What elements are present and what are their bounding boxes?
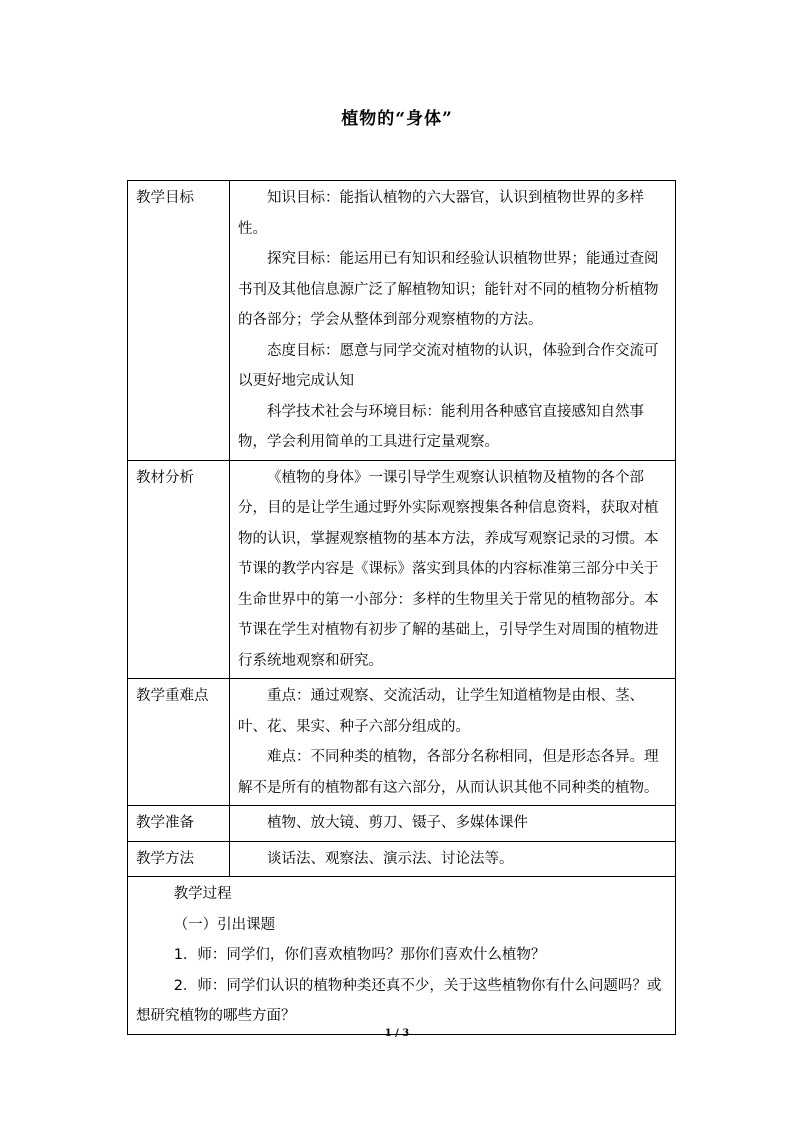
paragraph: 谈话法、观察法、演示法、讨论法等。 [267, 850, 514, 867]
paragraph: 《植物的身体》一课引导学生观察认识植物及植物的各个部分，目的是让学生通过野外实际观察搜集各种信息资料，获取对植物的认识，掌握观察植物的基本方法，养成写观察记录的习惯。本节课的教学内容是《课标》落实到具体的内容标准第三部分中关于生命世界中的第一小部分：多样的生物里关于常见的植物部分。本节课在学生对植物有初步了解的基础上，引导学生对周围的植物进行系统地观察和研究。 [238, 469, 659, 669]
table-row [128, 877, 676, 1035]
section-content-key-points [230, 679, 676, 806]
paragraph: 探究目标：能运用已有知识和经验认识植物世界；能通过查阅书刊及其他信息源广泛了解植物知识；能针对不同的植物分析植物的各部分；学会从整体到部分观察植物的方法。 [238, 251, 659, 328]
section-content-objectives [230, 181, 676, 461]
paragraph: 科学技术社会与环境目标：能利用各种感官直接感知自然事物，学会利用简单的工具进行定量观察。 [238, 403, 644, 450]
section-content-analysis [230, 460, 676, 679]
table-row [128, 679, 676, 806]
paragraph: 态度目标：愿意与同学交流对植物的认识，体验到合作交流可以更好地完成认知 [238, 342, 659, 389]
process-subheading: （一）引出课题 [173, 916, 276, 933]
process-item: 1．师：同学们，你们喜欢植物吗？那你们喜欢什么植物？ [173, 947, 546, 963]
table-row [128, 460, 676, 679]
table-row [128, 806, 676, 842]
section-content-preparation [230, 806, 676, 842]
lesson-plan-table [127, 180, 676, 1035]
paragraph: 重点：通过观察、交流活动，让学生知道植物是由根、茎、叶、花、果实、种子六部分组成的。 [238, 688, 644, 735]
section-content-methods [230, 841, 676, 877]
table-row [128, 841, 676, 877]
table-row [128, 181, 676, 461]
section-label-preparation: 教学准备 [128, 806, 230, 842]
paragraph: 植物、放大镜、剪刀、镊子、多媒体课件 [267, 815, 528, 831]
teaching-process [128, 877, 676, 1035]
process-item: 2．师：同学们认识的植物种类还真不少，关于这些植物你有什么问题吗？或想研究植物的哪些方面？ [136, 977, 662, 1024]
section-label-methods: 教学方法 [128, 841, 230, 877]
section-label-objectives: 教学目标 [128, 181, 230, 461]
paragraph: 难点：不同种类的植物，各部分名称相同，但是形态各异。理解不是所有的植物都有这六部分，从而认识其他不同种类的植物。 [238, 749, 659, 796]
paragraph: 知识目标：能指认植物的六大器官，认识到植物世界的多样性。 [238, 190, 644, 237]
process-heading: 教学过程 [173, 886, 232, 902]
page-number: 1 / 3 [384, 1028, 410, 1039]
section-label-analysis: 教材分析 [128, 460, 230, 679]
document-title: 植物的“身体” [341, 109, 453, 129]
section-label-key-points: 教学重难点 [128, 679, 230, 806]
